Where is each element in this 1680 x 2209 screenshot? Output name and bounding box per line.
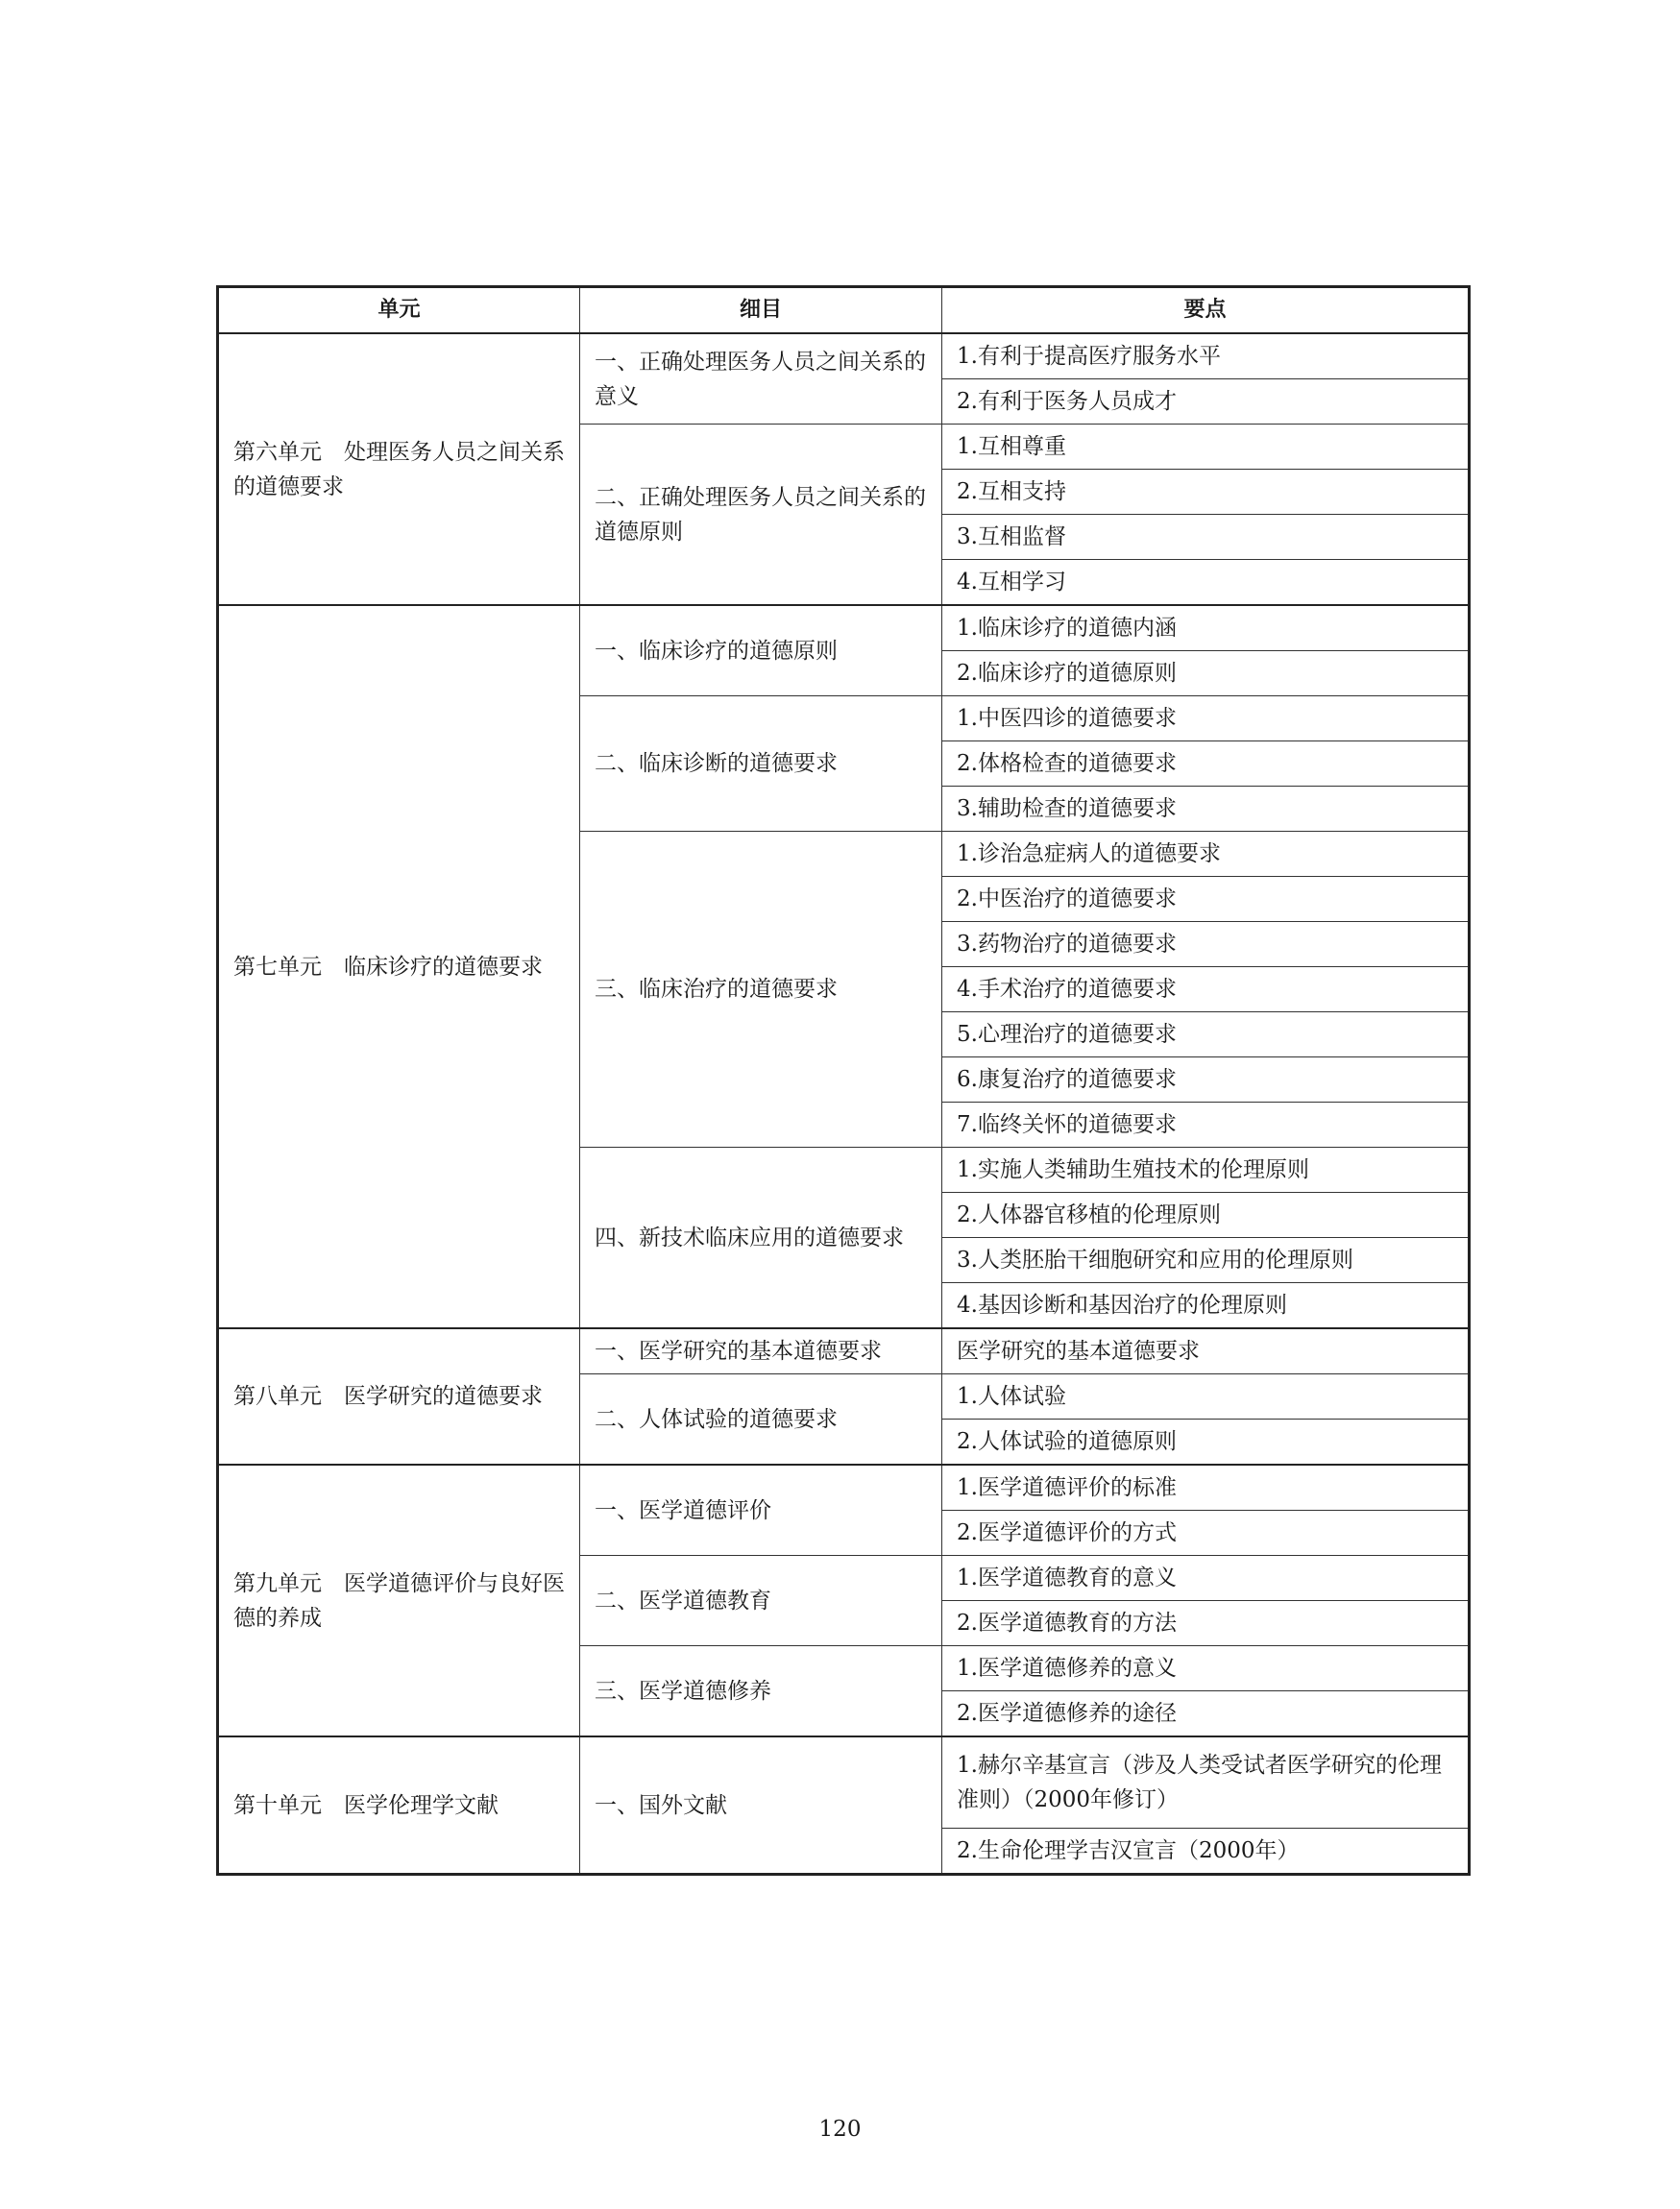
point-cell: 6.康复治疗的道德要求 (942, 1057, 1470, 1103)
point-cell: 1.医学道德教育的意义 (942, 1556, 1470, 1601)
item-cell: 二、临床诊断的道德要求 (580, 696, 942, 832)
unit-cell: 第七单元 临床诊疗的道德要求 (218, 605, 580, 1328)
table-row (218, 605, 1470, 651)
point-cell: 1.临床诊疗的道德内涵 (942, 605, 1470, 651)
point-cell: 1.医学道德评价的标准 (942, 1465, 1470, 1511)
item-cell: 一、国外文献 (580, 1736, 942, 1875)
unit-cell: 第六单元 处理医务人员之间关系的道德要求 (218, 333, 580, 605)
point-cell: 5.心理治疗的道德要求 (942, 1012, 1470, 1057)
page-number: 120 (818, 2117, 862, 2142)
unit-cell: 第十单元 医学伦理学文献 (218, 1736, 580, 1875)
table-body (218, 333, 1470, 1875)
point-cell: 2.互相支持 (942, 470, 1470, 515)
point-cell: 4.互相学习 (942, 560, 1470, 606)
point-cell: 1.人体试验 (942, 1374, 1470, 1420)
point-cell: 4.基因诊断和基因治疗的伦理原则 (942, 1283, 1470, 1329)
item-cell: 一、正确处理医务人员之间关系的意义 (580, 333, 942, 425)
table-row (218, 333, 1470, 379)
point-cell: 2.临床诊疗的道德原则 (942, 651, 1470, 696)
point-cell: 1.有利于提高医疗服务水平 (942, 333, 1470, 379)
point-cell: 3.药物治疗的道德要求 (942, 922, 1470, 967)
syllabus-table (216, 285, 1471, 1876)
point-cell: 1.赫尔辛基宣言（涉及人类受试者医学研究的伦理准则）（2000年修订） (942, 1736, 1470, 1829)
item-cell: 三、医学道德修养 (580, 1646, 942, 1737)
point-cell: 3.互相监督 (942, 515, 1470, 560)
point-cell: 2.医学道德修养的途径 (942, 1691, 1470, 1737)
point-cell: 1.中医四诊的道德要求 (942, 696, 1470, 741)
item-cell: 二、医学道德教育 (580, 1556, 942, 1646)
point-cell: 1.互相尊重 (942, 425, 1470, 470)
point-cell: 3.人类胚胎干细胞研究和应用的伦理原则 (942, 1238, 1470, 1283)
point-cell: 1.诊治急症病人的道德要求 (942, 832, 1470, 877)
header-unit: 单元 (218, 287, 580, 334)
item-cell: 一、医学研究的基本道德要求 (580, 1328, 942, 1374)
item-cell: 三、临床治疗的道德要求 (580, 832, 942, 1148)
point-cell: 1.实施人类辅助生殖技术的伦理原则 (942, 1148, 1470, 1193)
point-cell: 2.中医治疗的道德要求 (942, 877, 1470, 922)
header-item: 细目 (580, 287, 942, 334)
header-row (218, 287, 1470, 334)
table-row (218, 1465, 1470, 1511)
unit-cell: 第八单元 医学研究的道德要求 (218, 1328, 580, 1465)
item-cell: 二、人体试验的道德要求 (580, 1374, 942, 1466)
table-row (218, 1328, 1470, 1374)
point-cell: 2.人体试验的道德原则 (942, 1420, 1470, 1466)
point-cell: 2.生命伦理学吉汉宣言（2000年） (942, 1829, 1470, 1875)
point-cell: 2.医学道德教育的方法 (942, 1601, 1470, 1646)
table-row (218, 1736, 1470, 1829)
point-cell: 2.体格检查的道德要求 (942, 741, 1470, 787)
item-cell: 一、医学道德评价 (580, 1465, 942, 1556)
point-cell: 7.临终关怀的道德要求 (942, 1103, 1470, 1148)
unit-cell: 第九单元 医学道德评价与良好医德的养成 (218, 1465, 580, 1736)
point-cell: 1.医学道德修养的意义 (942, 1646, 1470, 1691)
point-cell: 医学研究的基本道德要求 (942, 1328, 1470, 1374)
item-cell: 二、正确处理医务人员之间关系的道德原则 (580, 425, 942, 606)
header-point: 要点 (942, 287, 1470, 334)
point-cell: 2.人体器官移植的伦理原则 (942, 1193, 1470, 1238)
item-cell: 四、新技术临床应用的道德要求 (580, 1148, 942, 1329)
point-cell: 4.手术治疗的道德要求 (942, 967, 1470, 1012)
item-cell: 一、临床诊疗的道德原则 (580, 605, 942, 696)
point-cell: 2.有利于医务人员成才 (942, 379, 1470, 425)
point-cell: 3.辅助检查的道德要求 (942, 787, 1470, 832)
point-cell: 2.医学道德评价的方式 (942, 1511, 1470, 1556)
